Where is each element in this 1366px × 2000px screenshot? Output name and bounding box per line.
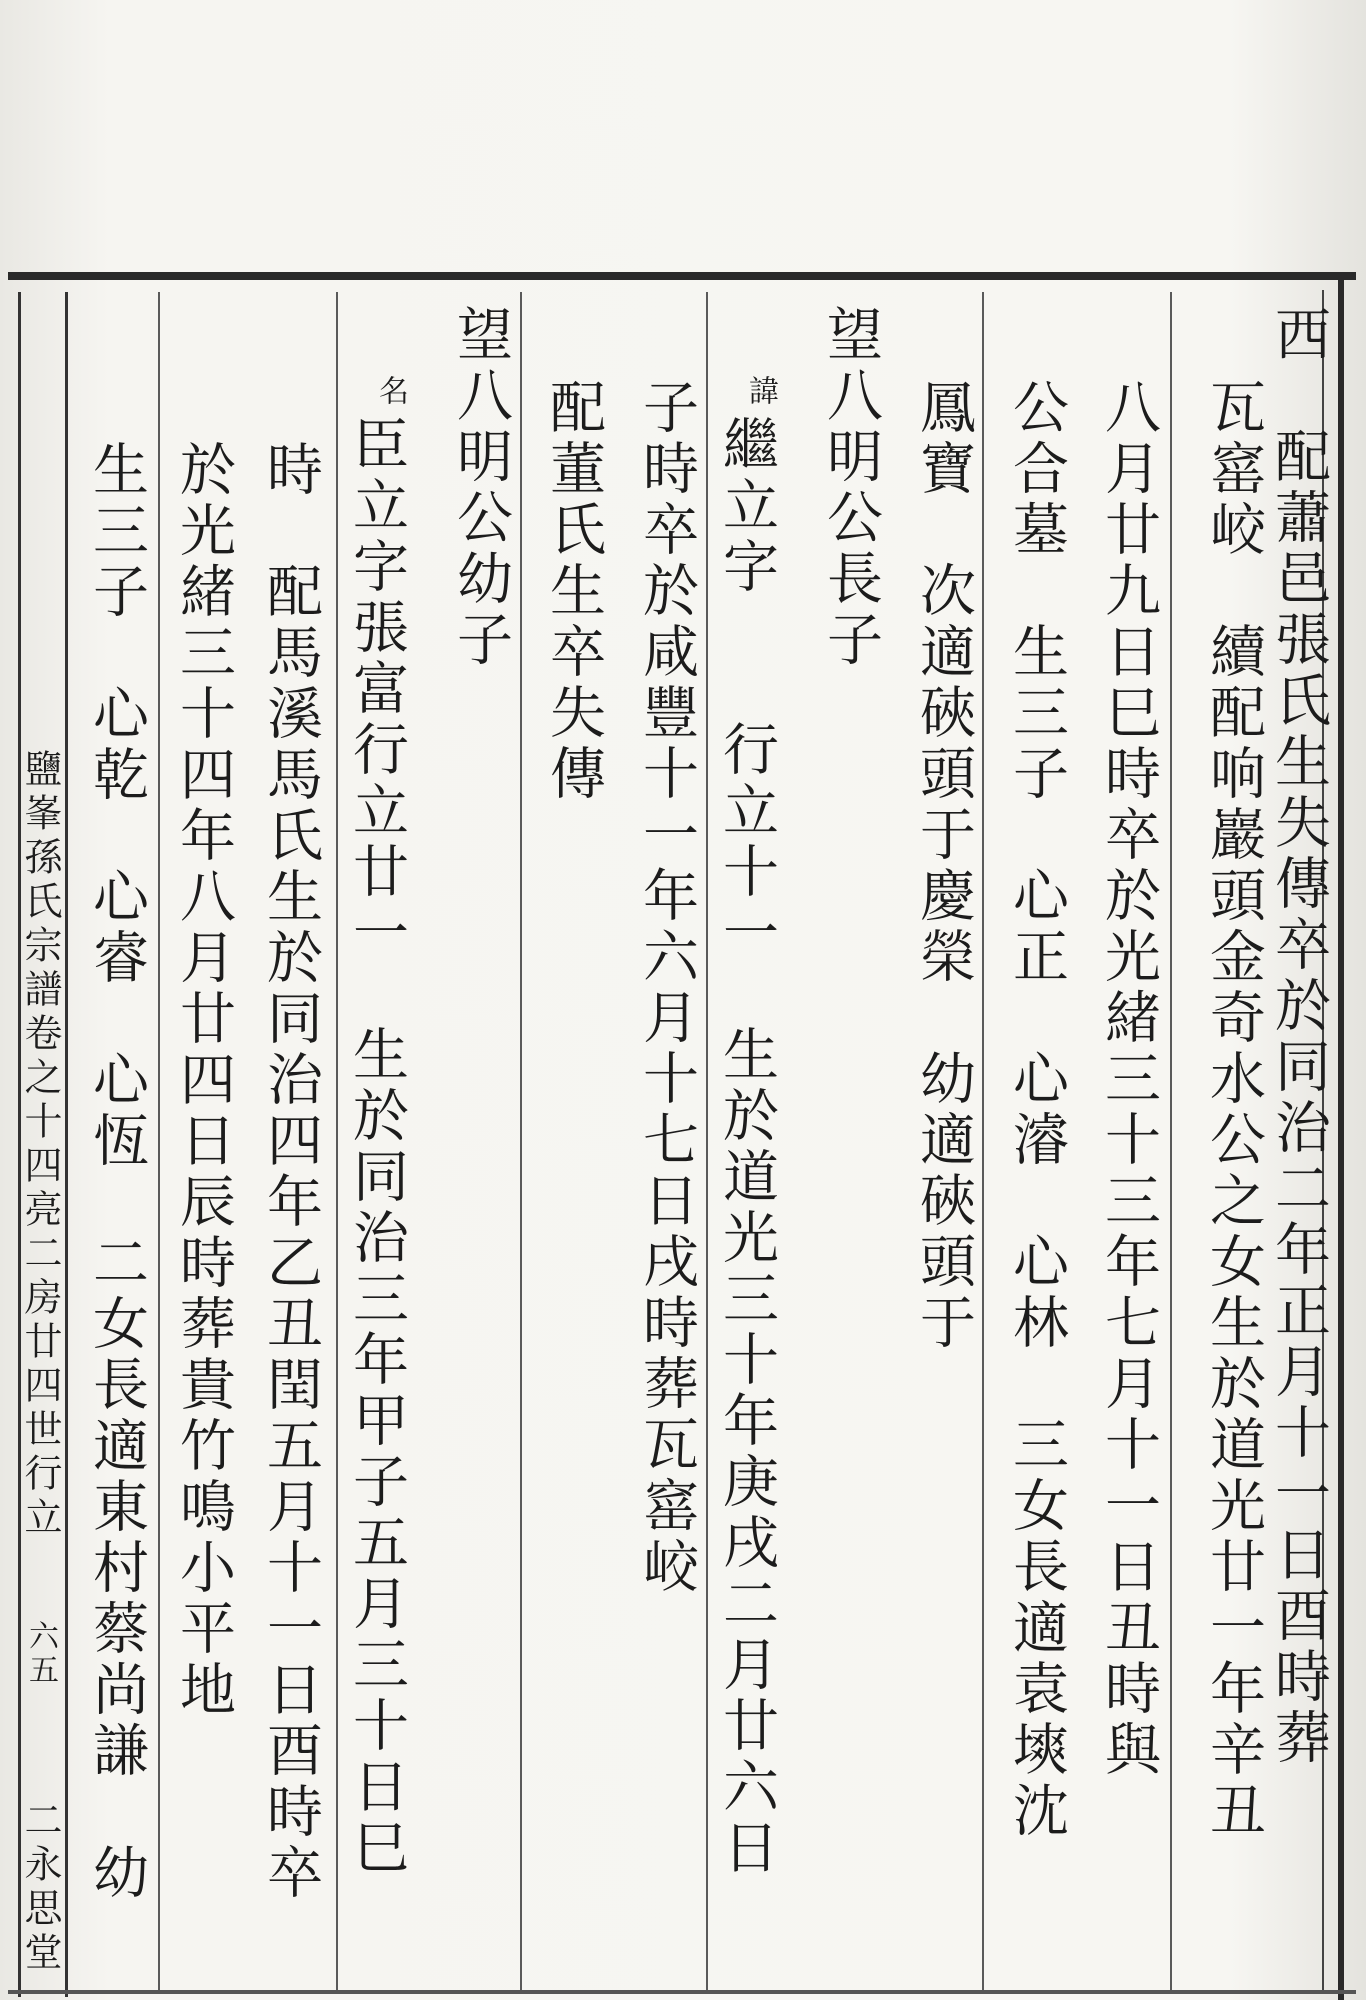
column-divider (1170, 292, 1172, 1992)
page-number: 六五 (23, 1620, 58, 1688)
text-column: 鳳寶 次適硤頭于慶榮 幼適硤頭于 (911, 378, 976, 1354)
column-divider (336, 292, 338, 1992)
text-column: 子時卒於咸豐十一年六月十七日戌時葬瓦窰峧 (634, 378, 699, 1598)
column-divider (520, 292, 522, 1992)
name-prefix: 諱 (743, 375, 778, 409)
text-column: 望八明公幼子 (448, 305, 513, 671)
text-column: 時 配馬溪馬氏生於同治四年乙丑閏五月十一日酉時卒 (258, 440, 323, 1904)
bottom-edge (8, 1990, 1356, 1994)
text-column: 公合墓 生三子 心正 心濬 心林 三女長適袁塽沈 (1004, 378, 1069, 1842)
column-divider (706, 292, 708, 1992)
volume-label: 卷之十四 (18, 1013, 62, 1189)
hall-name: 二永思堂 (18, 1800, 62, 1976)
column-divider (982, 292, 984, 1992)
book-title: 鹽峯孫氏宗譜 (18, 749, 62, 1013)
name-prefix: 名 (373, 375, 408, 409)
text-column: 瓦窰峧 續配响巖頭金奇水公之女生於道光廿一年辛丑 (1201, 378, 1266, 1842)
text-column: 八月廿九日巳時卒於光緒三十三年七月十一日丑時與 (1096, 378, 1161, 1781)
text-column: 配董氏生卒失傳 (541, 378, 606, 805)
text-column: 生三子 心乾 心睿 心恆 二女長適東村蔡尚謙 幼 (84, 440, 149, 1904)
banner-title-area (18, 300, 62, 1990)
text-column: 繼立字 行立十一 生於道光三十年庚戌二月廿六日 (714, 415, 779, 1879)
text-column: 西 配蕭邑張氏生失傳卒於同治二年正月十一日酉時葬 (1266, 305, 1331, 1769)
right-border (1338, 272, 1344, 2000)
branch-label: 亮二房廿四世行立 (18, 1189, 62, 1541)
text-column: 於光緒三十四年八月廿四日辰時葬貴竹鳴小平地 (171, 440, 236, 1721)
top-border (8, 272, 1356, 280)
text-column: 望八明公長子 (818, 305, 883, 671)
column-divider (158, 292, 160, 1992)
text-column: 臣立字張富行立廿一 生於同治三年甲子五月三十日巳 (344, 415, 409, 1879)
